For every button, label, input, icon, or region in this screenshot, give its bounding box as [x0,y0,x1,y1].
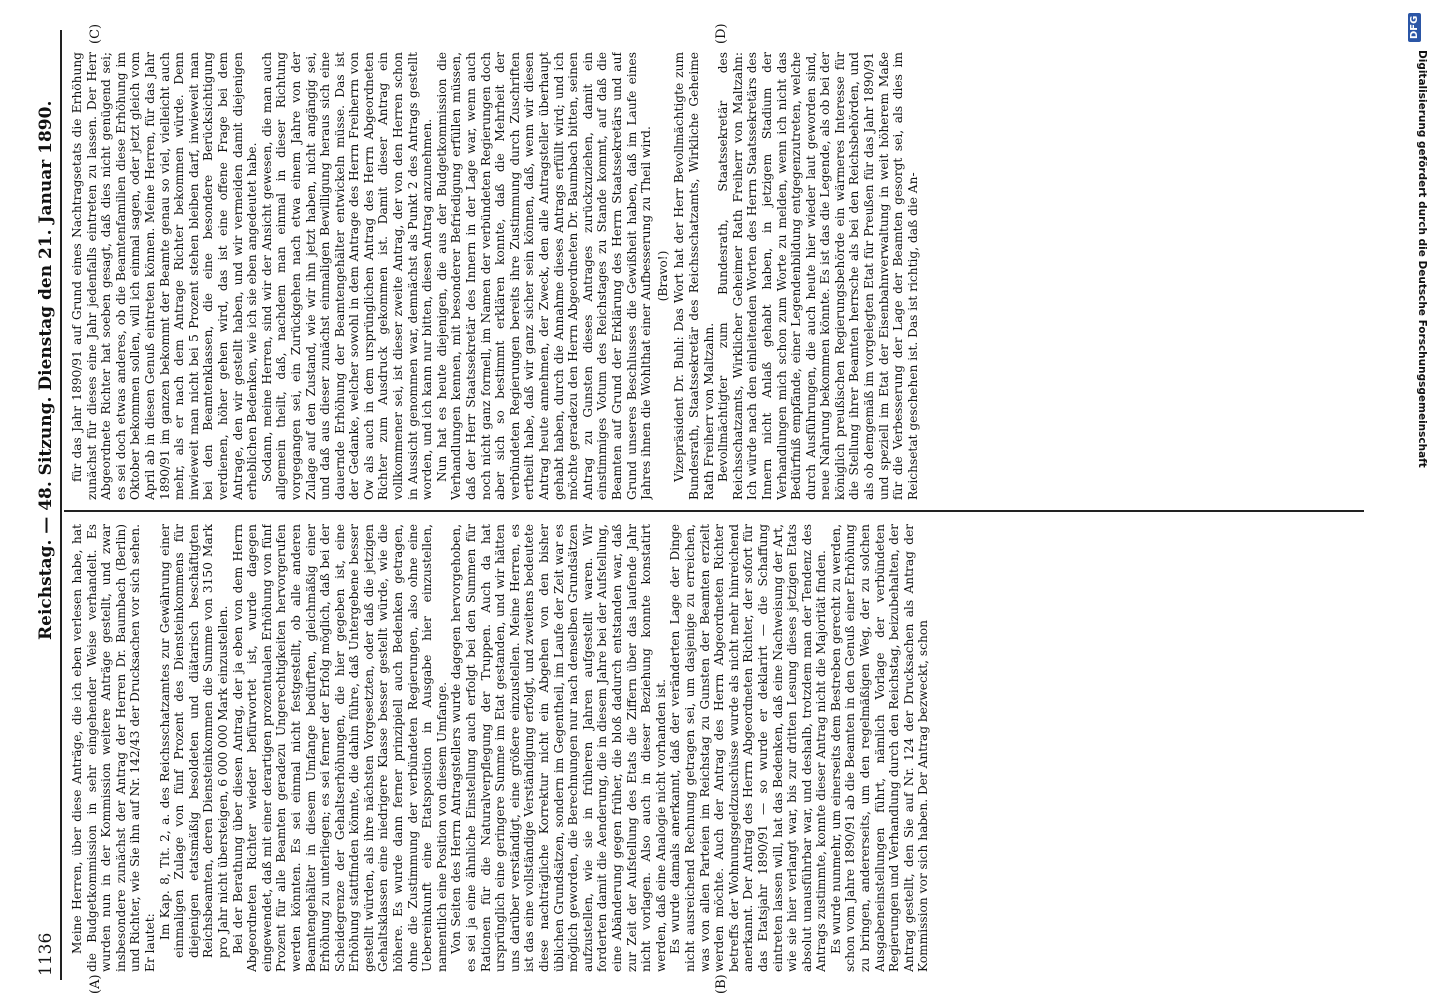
paragraph: Bei der Berathung über diesen Antrag, der ja eben von dem Herrn Abgeordneten Richter wieder befürwortet ist, wurde dagegen eingewendet, daß mit einer derartigen prozentualen Erhöhung von fünf Prozent für alle Beamten geradezu Ungerechtigkeiten hervorgerufen werden könnten. Es sei einmal nicht festgestellt, ob alle anderen Beamtengehälter in diesem Umfange bedürften, gleichmäßig einer Erhöhung zu unterliegen; es sei ferner der Erfolg möglich, daß bei der Scheidegrenze der Gehaltserhöhungen, die hier gegeben ist, eine Erhöhung stattfinden könnte, die dahin führe, daß Untergebene besser gestellt würden, als ihre nächsten Vorgesetzten, oder daß die jetzigen Gehaltsklassen eine niedrigere Klasse besser gestellt würde, wie die höhere. Es wurde dann ferner prinzipiell auch Bedenken getragen, ohne die Zustimmung der verbündeten Regierungen, also ohne eine Uebereinkunft eine Etatsposition in Ausgabe hier einzustellen, namentlich eine Position von diesem Umfange. [230,524,449,972]
quoted-motion: Im Kap. 8, Tit. 2, a. des Reichsschatzamtes zur Gewährung einer einmaligen Zulage von fünf Prozent des Diensteinkommens für diejenigen etatsmäßig besoldeten und diätarisch beschäftigten Reichsbeamten, deren Diensteinkommen die Summe von 3150 Mark pro Jahr nicht übersteigen, 6 000 000 Mark einzustellen. [157,524,230,958]
header-rule [60,30,62,980]
margin-marker-c: (C) [88,23,103,44]
paragraph: Meine Herren, über diese Anträge, die ich eben verlesen habe, hat die Budgetkommission in sehr eingehender Weise verhandelt. Es wurden nun in der Kommission weitere Anträge gestellt, und zwar insbesondere zunächst der Antrag der Herren Dr. Baumbach (Berlin) und Richter, wie Sie ihn auf Nr. 142/43 der Drucksachen vor sich sehen. Er lautet: [70,524,157,972]
paragraph: Nun hat es heute diejenigen, die aus der Budgetkommission die Verhandlungen kennen, mit besonderer Befriedigung erfüllen müssen, daß der Herr Staatssekretär des Innern in der Lage war, wenn auch noch nicht ganz formell, im Namen der verbündeten Regierungen doch aber sich so bestimmt erklären konnte, daß die Mehrheit der verbündeten Regierungen bereits ihre Zustimmung durch Zuschriften ertheilt habe, daß wir ganz sicher sein können, daß, wenn wir diesen Antrag heute annehmen, der Zweck, den alle Antragsteller überhaupt gehabt haben, durch die Annahme dieses Antrags erfüllt wird; und ich möchte geradezu den Herrn Abgeordneten Dr. Baumbach bitten, seinen Antrag zu Gunsten dieses Antrages zurückzuziehen, damit ein einstimmiges Votum des Reichstages zu Stande kommt, auf daß die Beamten auf Grund der Erklärung des Herrn Staatssekretärs und auf Grund unseres Beschlusses die Gewißheit haben, daß im Laufe eines Jahres ihnen die Wohlthat einer Aufbesserung zu Theil wird. [434,52,654,500]
right-text-column [70,52,1370,500]
margin-marker-a: (A) [88,974,103,994]
paragraph: Sodann, meine Herren, sind wir der Ansicht gewesen, die man auch allgemein theilt, daß, nachdem man einmal in dieser Richtung vorgegangen sei, ein Zurückgehen nach etwa einem Jahre von der Zulage auf den Zustand, wie wir ihn jetzt haben, nicht angängig sei, und daß aus dieser zunächst einmaligen Bewilligung heraus sich eine dauernde Erhöhung der Beamtengehälter entwickeln müsse. Das ist der Gedanke, welcher sowohl in dem Antrage des Herrn Freiherrn von Ow als auch in dem ursprünglichen Antrag des Herrn Abgeordneten Richter zum Ausdruck gekommen ist. Damit dieser Antrag ein vollkommener sei, ist dieser zweite Antrag, der von den Herren schon in Aussicht genommen war, demnächst als Punkt 2 des Antrags gestellt worden, und ich kann nur bitten, diesen Antrag anzunehmen. [259,52,435,500]
paragraph: Von Seiten des Herrn Antragstellers wurde dagegen hervorgehoben, es sei ja eine ähnliche Einstellung auch erfolgt bei den Summen für Rationen für die Naturalverpflegung der Truppen. Auch da hat ursprünglich eine geringere Summe im Etat gestanden, und wir hätten uns darüber verständigt, eine größere einzustellen. Meine Herren, es ist das eine vollständige Verständigung erfolgt, und zweitens bedeutete diese nachträgliche Korrektur nicht ein Abgehen von den bisher üblichen Grundsätzen, sondern im Gegentheil, im Laufe der Zeit war es möglich geworden, die Berechnungen nur nach denselben Grundsätzen aufzustellen, wie sie in früheren Jahren aufgestellt waren. Wir forderten damit die Aenderung, die in diesem Jahre bei der Aufstellung, eine Abänderung gegen früher, die bloß dadurch entstanden war, daß zur Zeit der Aufstellung des Etats die Ziffern über das laufende Jahr nicht vorlagen. Also auch in dieser Beziehung konnte konstatirt werden, daß eine Analogie nicht vorhanden ist. [449,524,668,972]
left-text-column [70,524,1370,972]
speaker-paragraph: Vizepräsident Dr. Buhl: Das Wort hat der Herr Bevollmächtigte zum Bundesrath, Staatssekretär des Reichsschatzamts, Wirkliche Geheime Rath Freiherr von Maltzahn. [672,52,716,500]
running-header: Reichstag. — 48. Sitzung. Dienstag den 21. Januar 1890. [36,100,56,640]
margin-marker-b: (B) [714,974,729,994]
page-number: 1136 [36,932,56,976]
speaker-paragraph: Bevollmächtigter zum Bundesrath, Staatssekretär des Reichsschatzamts, Wirklicher Geheimer Rath Freiherr von Maltzahn: Ich würde nach den einleitenden Worten des Herrn Staatssekretärs des Innern nicht Anlaß gehabt haben, in jetzigem Stadium der Verhandlungen mich schon zum Worte zu melden, wenn ich nicht das Bedürfniß empfände, einer Legendenbildung entgegenzutreten, welche durch Ausführungen, die auch heute hier wieder laut geworden sind, neue Nahrung bekommen könnte. Es ist das die Legende, als ob bei der königlich preußischen Regierungsbehörde ein wärmeres Interesse für die Stellung ihrer Beamten herrsche als bei den Reichsbehörden, und als ob demgemäß im vorgelegten Etat für Preußen für das Jahr 1890/91 und speziell im Etat der Eisenbahnverwaltung in weit höherem Maße für die Verbesserung der Lage der Beamten gesorgt sei, als dies im Reichsetat geschehen ist. Das ist richtig, daß die An- [716,52,920,500]
column-divider [64,511,1364,513]
dfg-logo: DFG [1408,13,1421,42]
paragraph: Es wurde nunmehr, um einerseits dem Bestreben gerecht zu werden, schon vom Jahre 1890/91 ab die Beamten in den Genuß einer Erhöhung zu bringen, andererseits, um den regelmäßigen Weg, der zu solchen Ausgabeneinstellungen führt, nämlich Vorlage der verbündeten Regierungen und Verhandlung durch den Reichstag, beizubehalten, der Antrag gestellt, den Sie auf Nr. 124 der Drucksachen als Antrag der Kommission vor sich haben. Der Antrag bezweckt, schon [828,524,931,972]
digitization-credit: Digitalisierung gefördert durch die Deutsche Forschungsgemeinschaft [1416,50,1428,468]
margin-marker-d: (D) [714,23,729,44]
paragraph: Es wurde damals anerkannt, daß der veränderten Lage der Dinge nicht ausreichend Rechnung getragen sei, um dasjenige zu erreichen, was von allen Parteien im Reichstag zu Gunsten der Beamten erzielt werden möchte. Auch der Antrag des Herrn Abgeordneten Richter betreffs der Wohnungsgeldzuschüsse wurde als nicht mehr hinreichend anerkannt. Der Antrag des Herrn Abgeordneten Richter, der sofort für das Etatsjahr 1890/91 — so wurde er deklarirt — die Schaffung eintreten lassen will, hat das Bedenken, daß eine Nachweisung der Art, wie sie hier verlangt war, bis zur dritten Lesung dieses jetzigen Etats absolut unausführbar war, und deshalb, trotzdem man der Tendenz des Antrags zustimmte, konnte dieser Antrag nicht die Majorität finden. [668,524,829,972]
applause-note: (Bravo!) [655,250,670,302]
paragraph: für das Jahr 1890/91 auf Grund eines Nachtragsetats die Erhöhung zunächst für dieses eine Jahr jedenfalls eintreten zu lassen. Der Herr Abgeordnete Richter hat soeben gesagt, daß dies nicht genügend sei; es sei doch etwas anderes, ob die Beamtenfamilien diese Erhöhung im Oktober bekommen sollen, will ich einmal sagen, oder jetzt gleich vom April ab in diesen Genuß eintreten können. Meine Herren, für das Jahr 1890/91 im ganzen bekommt der Beamte genau so viel, vielleicht auch mehr, als er nach dem Antrage Richter bekommen würde. Denn inwieweit man nicht bei 5 Prozent stehen bleiben darf, inwieweit man bei den Beamtenklassen, die eine besondere Berücksichtigung verdienen, höher gehen wird, das ist eine offene Frage bei dem Antrage, den wir gestellt haben, und wir vermeiden damit diejenigen erheblichen Bedenken, wie ich sie eben angedeutet habe. [70,52,260,500]
